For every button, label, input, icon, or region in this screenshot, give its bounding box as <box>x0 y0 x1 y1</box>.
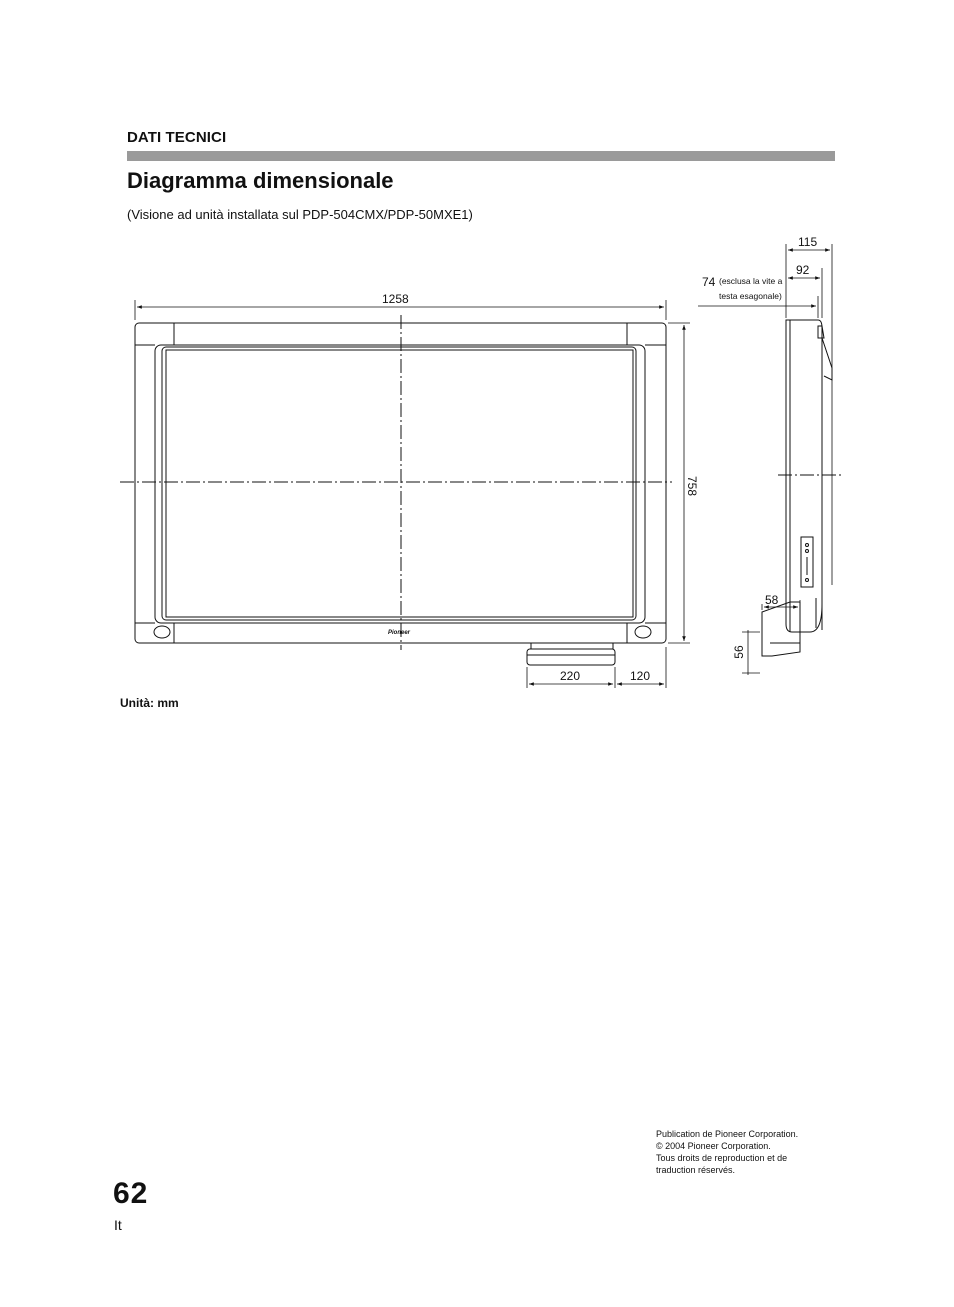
foot-58-label: 58 <box>765 593 779 607</box>
section-label: DATI TECNICI <box>127 129 227 146</box>
depth-74-label: 74 <box>702 275 716 289</box>
width-label: 1258 <box>382 292 409 306</box>
display-bezel-inner <box>155 345 645 623</box>
publication-line: © 2004 Pioneer Corporation. <box>656 1141 771 1151</box>
depth-92-label: 92 <box>796 263 810 277</box>
stand-base <box>527 649 615 665</box>
stand-offset-label: 120 <box>630 669 651 683</box>
depth-74-note-line2: testa esagonale) <box>719 291 782 301</box>
stand-neck <box>531 643 613 649</box>
side-foot <box>762 602 800 656</box>
brand-logo: Pioneer <box>388 630 411 636</box>
publication-line: traduction réservés. <box>656 1165 736 1175</box>
side-body <box>786 320 822 632</box>
publication-line: Tous droits de reproduction et de <box>656 1153 788 1163</box>
display-screen <box>166 350 633 617</box>
rear-slope <box>822 338 832 380</box>
language-code: It <box>114 1217 122 1233</box>
publication-line: Publication de Pioneer Corporation. <box>656 1129 799 1139</box>
front-view <box>120 315 672 665</box>
depth-74-note-line1: (esclusa la vite a <box>719 276 783 286</box>
total-depth-label: 115 <box>798 235 818 249</box>
page-number: 62 <box>113 1177 149 1210</box>
page-subtitle: (Visione ad unità installata sul PDP-504CMX/PDP-50MXE1) <box>127 207 473 222</box>
stand-depth-label: 220 <box>560 669 581 683</box>
foot-56-label: 56 <box>732 645 746 659</box>
page-title: Diagramma dimensionale <box>127 168 394 193</box>
publication-notice <box>656 1128 826 1176</box>
left-speaker-hole <box>154 626 170 638</box>
height-label: 758 <box>685 476 699 497</box>
units-note: Unità: mm <box>120 696 179 710</box>
right-speaker-hole <box>635 626 651 638</box>
